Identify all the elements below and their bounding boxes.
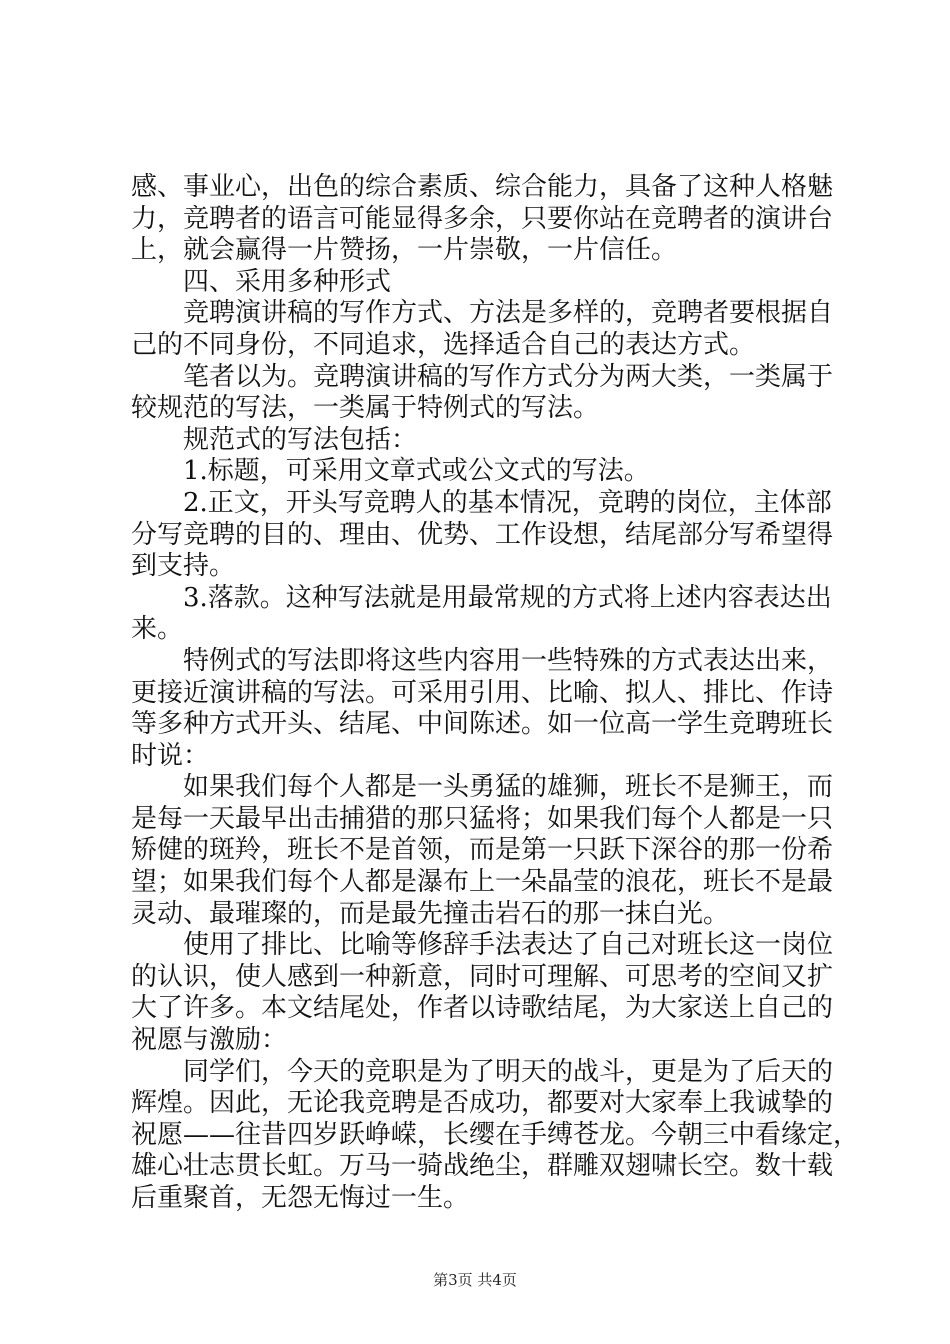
- text-line: 等多种方式开头、结尾、中间陈述。如一位高一学生竞聘班长: [131, 709, 834, 740]
- text-line: 时说：: [131, 740, 210, 771]
- page-number-footer: 第3页 共4页: [433, 1271, 517, 1289]
- text-line: 3.落款。这种写法就是用最常规的方式将上述内容表达出: [183, 582, 832, 613]
- text-line: 力，竞聘者的语言可能显得多余，只要你站在竞聘者的演讲台: [131, 203, 834, 234]
- text-line: 竞聘演讲稿的写作方式、方法是多样的，竞聘者要根据自: [183, 298, 834, 329]
- document-body: [131, 172, 860, 1215]
- text-line: 如果我们每个人都是一头勇猛的雄狮，班长不是狮王，而: [183, 772, 834, 803]
- text-line: 祝愿——往昔四岁跃峥嵘，长缨在手缚苍龙。今朝三中看缘定，: [131, 1119, 860, 1150]
- text-line: 分写竞聘的目的、理由、优势、工作设想，结尾部分写希望得: [131, 519, 834, 550]
- text-line: 后重聚首，无怨无悔过一生。: [131, 1183, 470, 1213]
- text-line: 2.正文，开头写竞聘人的基本情况，竞聘的岗位，主体部: [183, 487, 832, 518]
- text-line: 上，就会赢得一片赞扬，一片崇敬，一片信任。: [131, 235, 678, 266]
- text-line: 祝愿与激励：: [131, 1025, 288, 1056]
- text-line: 1.标题，可采用文章式或公文式的写法。: [183, 456, 650, 487]
- text-line: 四、采用多种形式: [183, 266, 392, 297]
- text-line: 来。: [131, 614, 184, 645]
- text-line: 雄心壮志贯长虹。万马一骑战绝尘，群雕双翅啸长空。数十载: [131, 1151, 834, 1182]
- text-line: 同学们，今天的竞职是为了明天的战斗，更是为了后天的: [183, 1056, 834, 1087]
- text-line: 特例式的写法即将这些内容用一些特殊的方式表达出来，: [183, 645, 834, 676]
- text-line: 矫健的斑羚，班长不是首领，而是第一只跃下深谷的那一份希: [131, 835, 834, 866]
- text-line: 感、事业心，出色的综合素质、综合能力，具备了这种人格魅: [131, 172, 834, 202]
- text-line: 笔者以为。竞聘演讲稿的写作方式分为两大类，一类属于: [183, 361, 834, 392]
- text-line: 己的不同身份，不同追求，选择适合自己的表达方式。: [131, 329, 756, 360]
- text-line: 到支持。: [131, 551, 236, 582]
- text-line: 是每一天最早出击捕猎的那只猛将；如果我们每个人都是一只: [131, 803, 834, 834]
- text-line: 望；如果我们每个人都是瀑布上一朵晶莹的浪花，班长不是最: [131, 867, 834, 898]
- text-line: 使用了排比、比喻等修辞手法表达了自己对班长这一岗位: [183, 930, 834, 961]
- text-line: 较规范的写法，一类属于特例式的写法。: [131, 393, 600, 424]
- text-line: 灵动、最璀璨的，而是最先撞击岩石的那一抹白光。: [131, 898, 730, 929]
- text-line: 规范式的写法包括：: [183, 424, 418, 455]
- text-line: 更接近演讲稿的写法。可采用引用、比喻、拟人、排比、作诗: [131, 677, 834, 708]
- text-line: 的认识，使人感到一种新意，同时可理解、可思考的空间又扩: [131, 961, 834, 992]
- text-line: 大了许多。本文结尾处，作者以诗歌结尾，为大家送上自己的: [131, 993, 834, 1024]
- text-line: 辉煌。因此，无论我竞聘是否成功，都要对大家奉上我诚挚的: [131, 1088, 834, 1119]
